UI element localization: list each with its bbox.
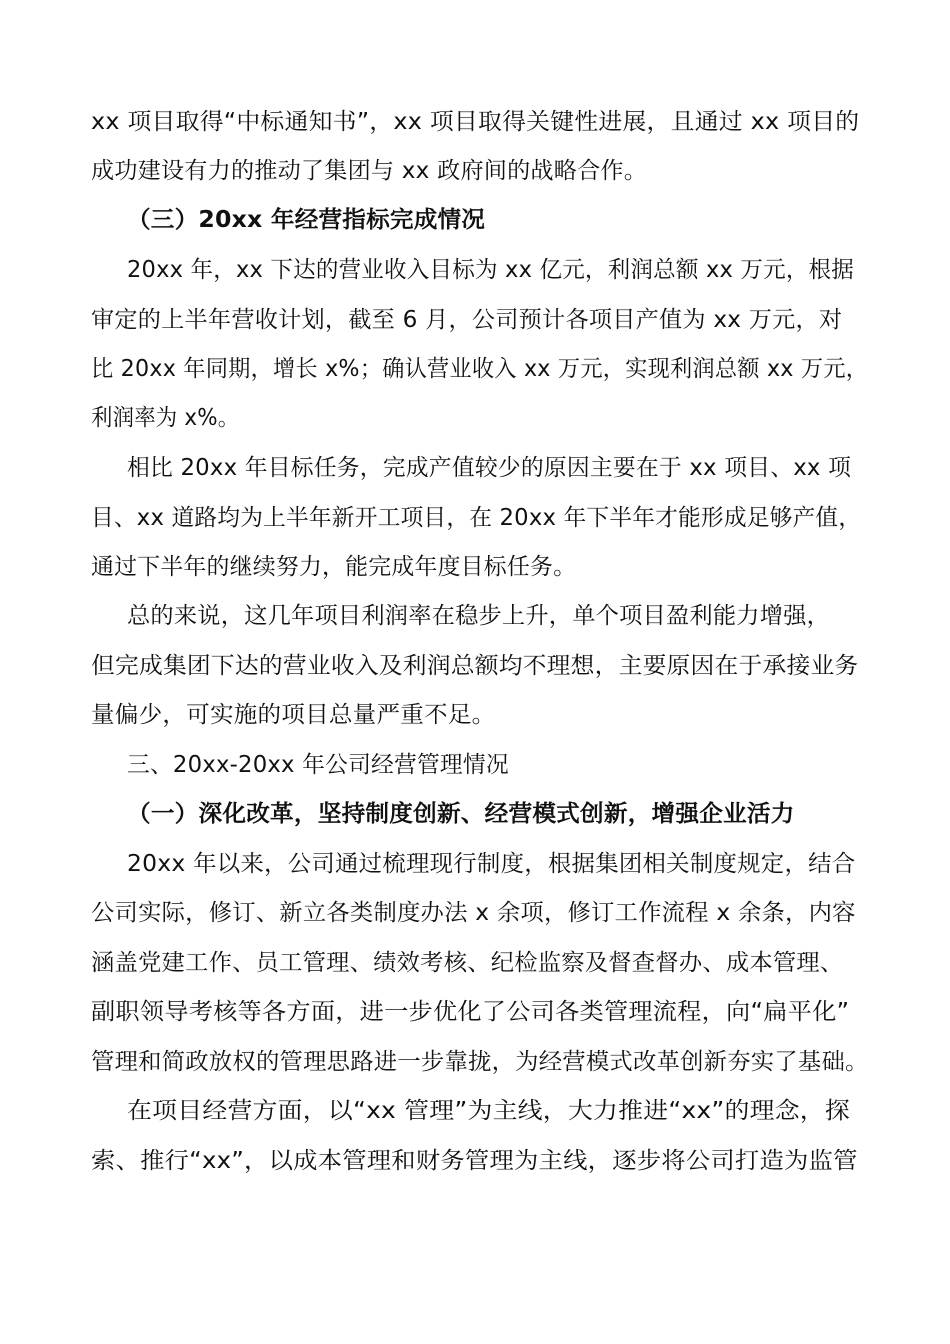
paragraph-line: 公司实际，修订、新立各类制度办法 x 余项，修订工作流程 x 余条，内容: [91, 900, 856, 926]
paragraph-line: 审定的上半年营收计划，截至 6 月，公司预计各项目产值为 xx 万元，对: [91, 307, 843, 333]
paragraph-line: 20xx 年以来，公司通过梳理现行制度，根据集团相关制度规定，结合: [127, 851, 856, 877]
paragraph-line: 量偏少，可实施的项目总量严重不足。: [91, 702, 496, 728]
paragraph-line: 相比 20xx 年目标任务，完成产值较少的原因主要在于 xx 项目、xx 项: [127, 455, 852, 481]
paragraph-line: xx 项目取得“中标通知书”，xx 项目取得关键性进展，且通过 xx 项目的: [91, 109, 860, 135]
paragraph-line: 通过下半年的继续努力，能完成年度目标任务。: [91, 554, 577, 580]
paragraph-line: 20xx 年，xx 下达的营业收入目标为 xx 亿元，利润总额 xx 万元，根据: [127, 257, 855, 283]
paragraph-line: 总的来说，这几年项目利润率在稳步上升，单个项目盈利能力增强，: [127, 603, 830, 629]
paragraph-line: 成功建设有力的推动了集团与 xx 政府间的战略合作。: [91, 158, 648, 184]
paragraph-line: 目、xx 道路均为上半年新开工项目，在 20xx 年下半年才能形成足够产值，: [91, 505, 862, 531]
section-heading: （三）20xx 年经营指标完成情况: [127, 207, 486, 233]
paragraph-line: 副职领导考核等各方面，进一步优化了公司各类管理流程，向“扁平化”: [91, 999, 850, 1025]
chapter-heading: 三、20xx-20xx 年公司经营管理情况: [127, 752, 509, 778]
paragraph-line: 比 20xx 年同期，增长 x%；确认营业收入 xx 万元，实现利润总额 xx 万元，: [91, 356, 869, 382]
paragraph-line: 涵盖党建工作、员工管理、绩效考核、纪检监察及督查督办、成本管理、: [91, 950, 844, 976]
paragraph-line: 索、推行“xx”，以成本管理和财务管理为主线，逐步将公司打造为监管: [91, 1148, 858, 1174]
subsection-heading: （一）深化改革，坚持制度创新、经营模式创新，增强企业活力: [127, 801, 795, 827]
paragraph-line: 在项目经营方面，以“xx 管理”为主线，大力推进“xx”的理念，探: [127, 1098, 851, 1124]
paragraph-line: 但完成集团下达的营业收入及利润总额均不理想，主要原因在于承接业务: [91, 653, 859, 679]
paragraph-line: 利润率为 x%。: [91, 405, 240, 431]
paragraph-line: 管理和简政放权的管理思路进一步靠拢，为经营模式改革创新夯实了基础。: [91, 1049, 869, 1075]
